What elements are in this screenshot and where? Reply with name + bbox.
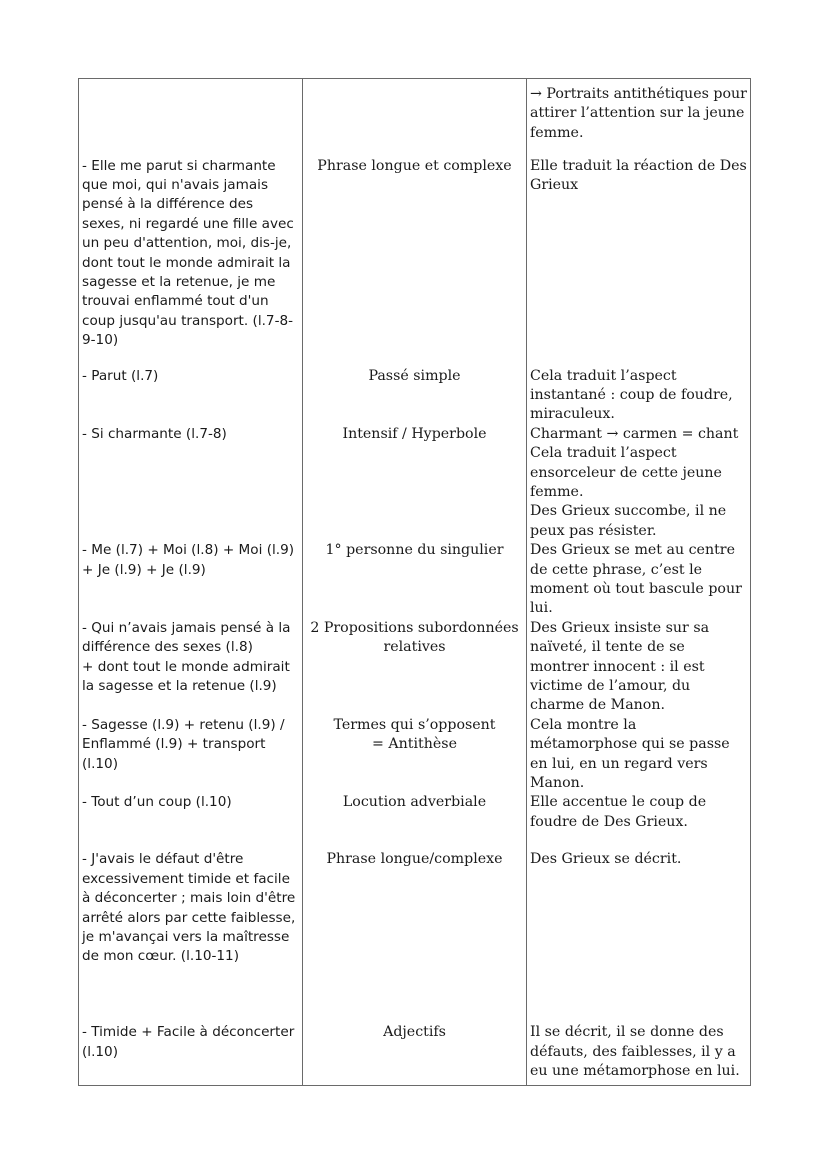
interpretation-text: → Portraits antithétiques pour attirer l’attention sur la jeune femme. xyxy=(530,86,747,141)
procede-text: Phrase longue/complexe xyxy=(326,851,503,868)
procede-cell xyxy=(303,157,527,367)
citation-text: - Me (l.7) + Moi (l.8) + Moi (l.9) + Je (l.9) + Je (l.9) xyxy=(82,542,295,578)
table-row xyxy=(79,541,751,619)
citation-text: - Tout d’un coup (l.10) xyxy=(82,794,232,811)
interpretation-cell xyxy=(527,1023,751,1085)
interpretation-text: Cela traduit l’aspect instantané : coup de foudre, miraculeux. xyxy=(530,367,733,423)
procede-cell xyxy=(303,793,527,850)
citation-text: - Si charmante (l.7-8) xyxy=(82,425,227,442)
procede-text: Locution adverbiale xyxy=(342,794,487,811)
citation-text: - J'avais le défaut d'être excessivement timide et facile à déconcerter ; mais loin d'être arrêté alors par cette faiblesse, je m'avançai vers la maîtresse de mon cœur. (l.10-11) xyxy=(82,851,296,965)
interpretation-cell xyxy=(527,425,751,541)
procede-cell xyxy=(303,716,527,794)
interpretation-text: Charmant → carmen = chant Cela traduit l’aspect ensorceleur de cette jeune femme. Des Grieux succombe, il ne peux pas résister. xyxy=(530,425,739,539)
citation-text: - Qui n’avais jamais pensé à la différence des sexes (l.8) + dont tout le monde admirait la sagesse et la retenue (l.9) xyxy=(82,619,291,694)
interpretation-cell xyxy=(527,716,751,794)
table-row xyxy=(79,1023,751,1085)
procede-cell xyxy=(303,850,527,1023)
interpretation-cell xyxy=(527,793,751,850)
interpretation-text: Cela montre la métamorphose qui se passe en lui, en un regard vers Manon. xyxy=(530,716,730,792)
text-cell xyxy=(79,619,303,716)
interpretation-text: Des Grieux se décrit. xyxy=(530,851,682,868)
table-row xyxy=(79,793,751,850)
procede-text: Termes qui s’opposent = Antithèse xyxy=(333,716,496,753)
table-row xyxy=(79,850,751,1023)
interpretation-text: Elle traduit la réaction de Des Grieux xyxy=(530,157,747,193)
table-row xyxy=(79,367,751,425)
citation-text: - Parut (l.7) xyxy=(82,367,159,384)
citation-text: - Elle me parut si charmante que moi, qui n'avais jamais pensé à la différence des sexes, ni regardé une fille avec un peu d'attention, moi, dis-je, dont tout le monde admirait la sagesse et la retenue, je me trouvai enflammé tout d'un coup jusqu'au transport. (l.7-8-9-10) xyxy=(82,157,294,349)
interpretation-cell xyxy=(527,850,751,1023)
procede-cell xyxy=(303,367,527,425)
procede-text: Phrase longue et complexe xyxy=(317,157,512,174)
interpretation-cell xyxy=(527,541,751,619)
procede-cell xyxy=(303,79,527,157)
interpretation-cell xyxy=(527,619,751,716)
procede-cell xyxy=(303,425,527,541)
procede-cell xyxy=(303,1023,527,1085)
text-cell xyxy=(79,541,303,619)
table-row xyxy=(79,157,751,367)
interpretation-cell xyxy=(527,79,751,157)
interpretation-cell xyxy=(527,367,751,425)
interpretation-text: Elle accentue le coup de foudre de Des Grieux. xyxy=(530,794,707,830)
text-cell xyxy=(79,425,303,541)
interpretation-text: Des Grieux se met au centre de cette phrase, c’est le moment où tout bascule pour lui. xyxy=(530,542,742,617)
procede-text: 1° personne du singulier xyxy=(325,542,504,559)
procede-cell xyxy=(303,619,527,716)
text-cell xyxy=(79,850,303,1023)
procede-text: Intensif / Hyperbole xyxy=(342,425,487,442)
interpretation-text: Des Grieux insiste sur sa naïveté, il tente de se montrer innocent : il est victime de l’amour, du charme de Manon. xyxy=(530,619,710,714)
procede-text: Passé simple xyxy=(368,367,461,384)
citation-text: - Timide + Facile à déconcerter (l.10) xyxy=(82,1024,295,1060)
table-row xyxy=(79,79,751,157)
interpretation-text: Il se décrit, il se donne des défauts, des faiblesses, il y a eu une métamorphose en lui. xyxy=(530,1024,740,1080)
table-row xyxy=(79,716,751,794)
text-cell xyxy=(79,79,303,157)
citation-text: - Sagesse (l.9) + retenu (l.9) / Enflammé (l.9) + transport (l.10) xyxy=(82,716,285,772)
procede-text: 2 Propositions subordonnées relatives xyxy=(310,619,519,656)
table-row xyxy=(79,619,751,716)
text-cell xyxy=(79,793,303,850)
text-cell xyxy=(79,1023,303,1085)
text-cell xyxy=(79,367,303,425)
interpretation-cell xyxy=(527,157,751,367)
table-row xyxy=(79,425,751,541)
analysis-table xyxy=(78,78,751,1086)
procede-cell xyxy=(303,541,527,619)
procede-text: Adjectifs xyxy=(383,1024,446,1041)
text-cell xyxy=(79,716,303,794)
text-cell xyxy=(79,157,303,367)
